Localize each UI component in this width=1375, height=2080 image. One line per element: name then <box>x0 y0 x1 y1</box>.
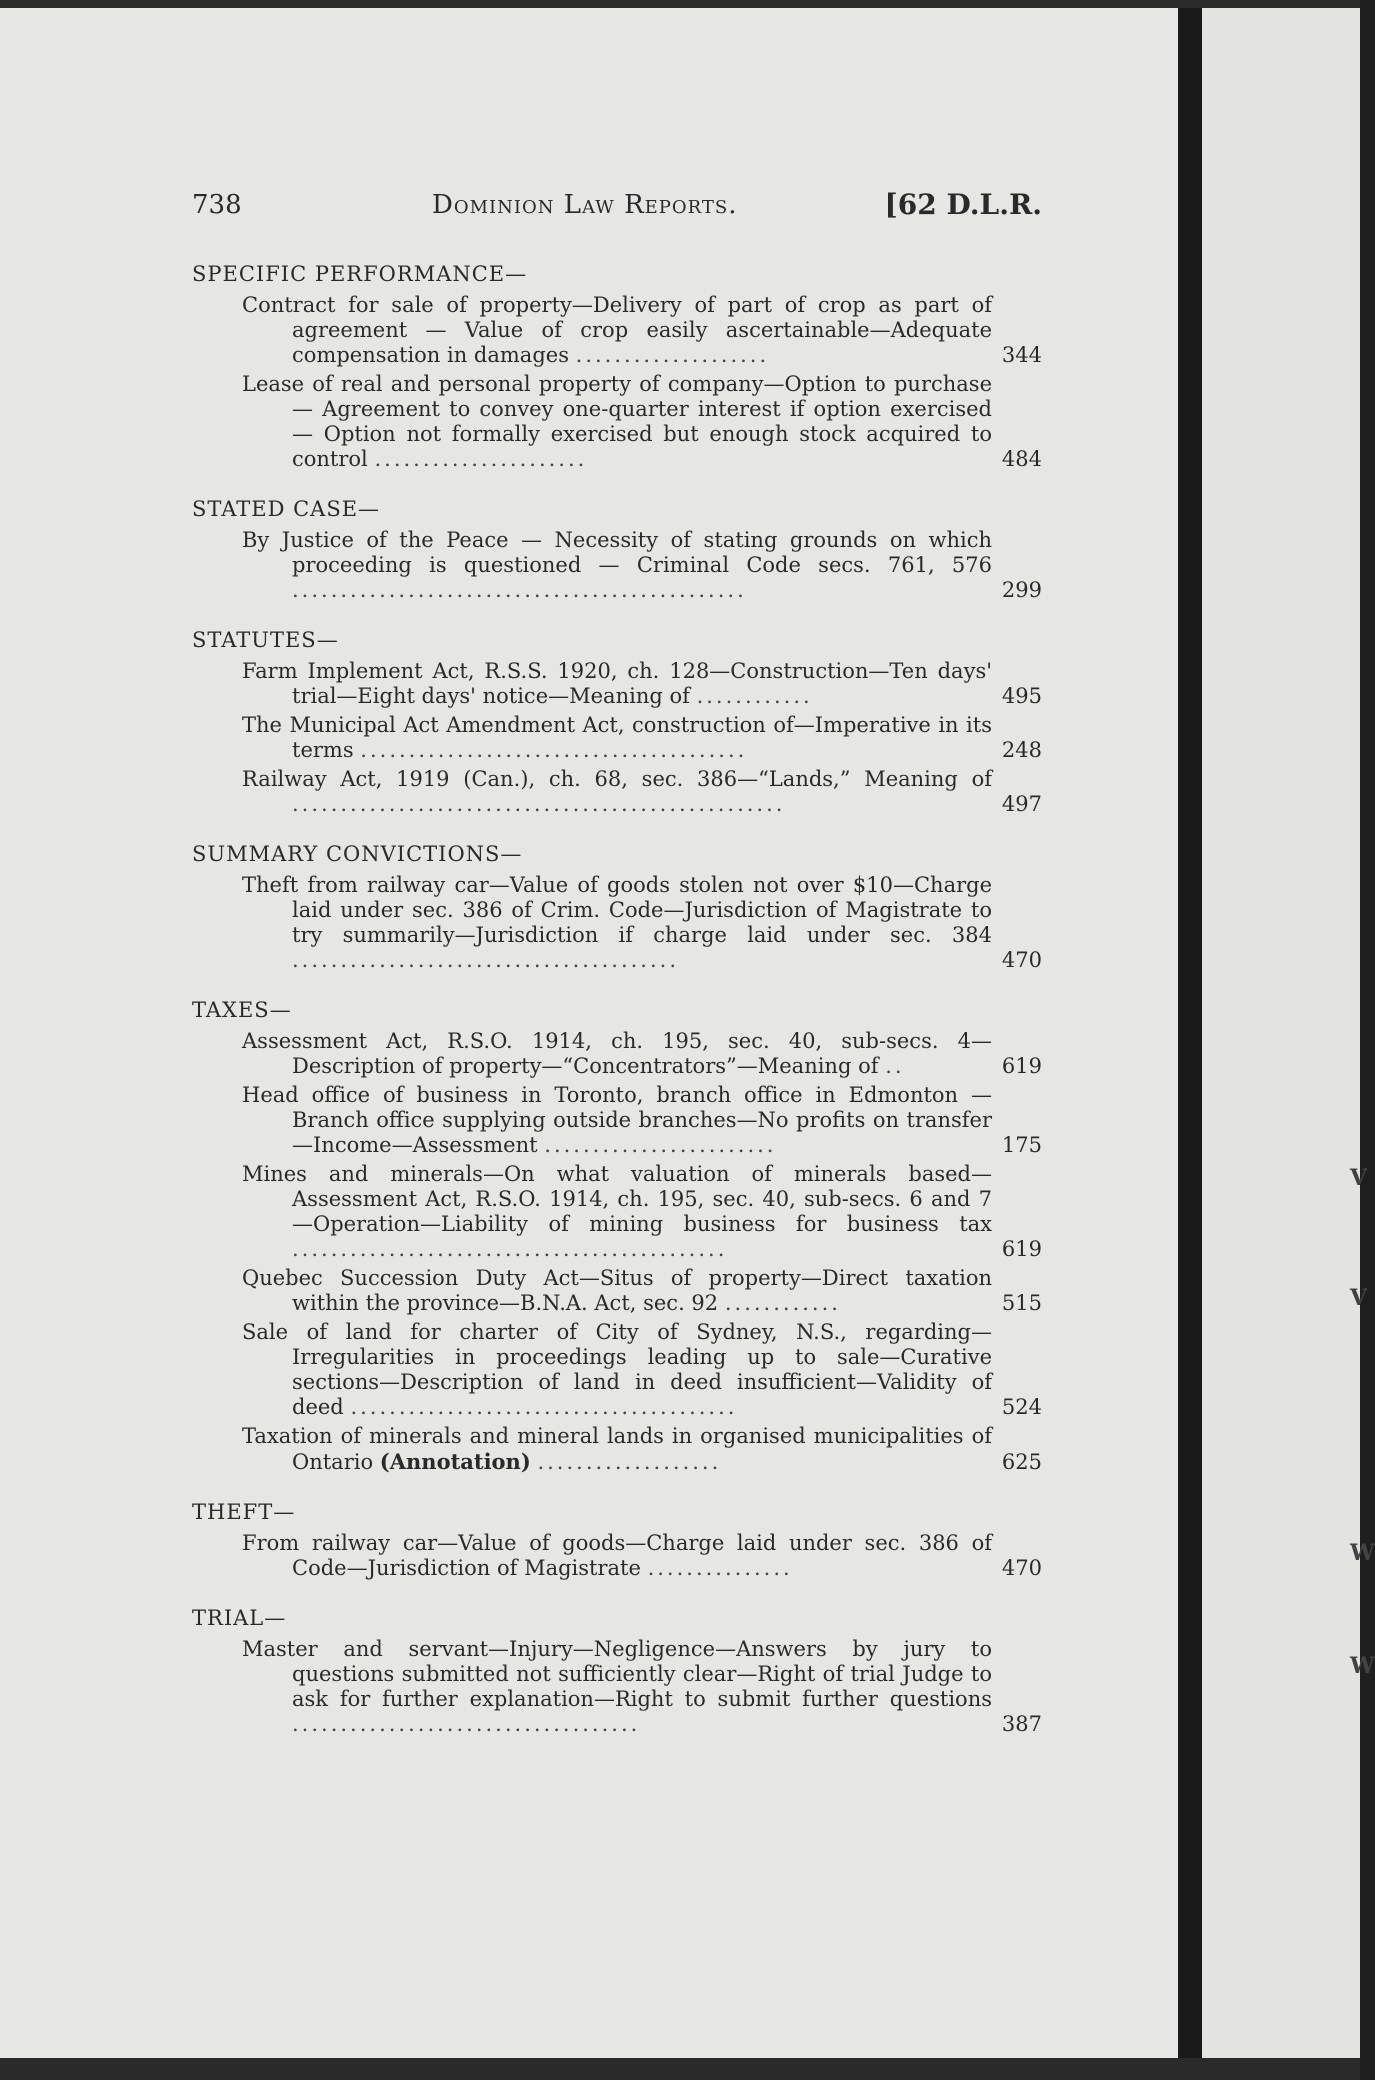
index-section <box>192 262 1042 472</box>
entry-text: Railway Act, 1919 (Can.), ch. 68, sec. 386—“Lands,” Meaning of <box>242 767 992 791</box>
dot-leader: .. <box>885 1054 905 1078</box>
entry-text: Theft from railway car—Value of goods stolen not over $10—Charge laid under sec. 386 of Crim. Code—Jurisdiction of Magistrate to try summarily—Jurisdiction if charge laid under sec. 384 <box>242 873 992 947</box>
dot-leader: ............ <box>724 1291 841 1315</box>
entry-text: By Justice of the Peace — Necessity of stating grounds on which proceeding is questioned — Criminal Code secs. 761, 576 <box>242 528 992 577</box>
index-entry <box>192 528 1042 603</box>
dot-leader: ............... <box>647 1556 793 1580</box>
index-entry <box>192 1531 1042 1581</box>
index-entry <box>192 1029 1042 1079</box>
entry-text: Taxation of minerals and mineral lands in organised municipalities of Ontario <box>242 1424 992 1474</box>
dot-leader: ............................................... <box>292 578 747 602</box>
entry-text: Head office of business in Toronto, branch office in Edmonton —Branch office supplying outside branches—No profits on transfer—Income—Assessment <box>242 1083 992 1157</box>
entry-text: Lease of real and personal property of company—Option to purchase — Agreement to convey one-quarter interest if option exercised — Option not formally exercised but enough stock acquired to control <box>242 372 992 471</box>
volume-label: [62 D.L.R. <box>884 188 1042 221</box>
index-entry <box>192 1637 1042 1737</box>
dot-leader: ........................................ <box>360 738 748 762</box>
dot-leader: ........................................ <box>350 1395 738 1419</box>
index-entry <box>192 713 1042 763</box>
page-reference: 495 <box>1001 684 1042 708</box>
entry-text: Mines and minerals—On what valuation of minerals based—Assessment Act, R.S.O. 1914, ch. 195, sec. 40, sub-secs. 6 and 7—Operation—Liability of mining business for business tax <box>242 1162 992 1236</box>
facing-page-letter: V <box>1350 1165 1368 1191</box>
index-entry <box>192 873 1042 973</box>
index-entry <box>192 1320 1042 1420</box>
page-reference: 619 <box>1001 1237 1042 1261</box>
section-heading: THEFT— <box>192 1500 296 1524</box>
index-entry <box>192 1162 1042 1262</box>
page-number: 738 <box>192 190 242 220</box>
dot-leader: ................... <box>537 1450 722 1474</box>
entry-text: Sale of land for charter of City of Sydney, N.S., regarding—Irregularities in proceedings leading up to sale—Curative sections—Description of land in deed insufficient—Validity of deed <box>242 1320 992 1419</box>
page-reference: 344 <box>1001 343 1042 367</box>
dot-leader: ........................................ <box>292 948 680 972</box>
section-heading: STATUTES— <box>192 628 339 652</box>
page-reference: 387 <box>1001 1712 1042 1736</box>
index-section <box>192 1606 1042 1737</box>
dot-leader: ...................... <box>374 447 588 471</box>
page-reference: 497 <box>1001 792 1042 816</box>
entry-text: Farm Implement Act, R.S.S. 1920, ch. 128—Construction—Ten days' trial—Eight days' notice—Meaning of <box>242 659 992 708</box>
page-reference: 470 <box>1001 948 1042 972</box>
facing-page-letter: W <box>1350 1653 1375 1679</box>
page-reference: 175 <box>1001 1133 1042 1157</box>
dot-leader: ........................ <box>544 1133 777 1157</box>
entry-text: From railway car—Value of goods—Charge laid under sec. 386 of Code—Jurisdiction of Magistrate <box>242 1531 992 1580</box>
entry-text: Assessment Act, R.S.O. 1914, ch. 195, sec. 40, sub-secs. 4—Description of property—“Concentrators”—Meaning of <box>242 1029 992 1078</box>
index-content <box>192 262 1042 1762</box>
running-header <box>192 190 1042 230</box>
index-section <box>192 998 1042 1475</box>
entry-text: The Municipal Act Amendment Act, construction of—Imperative in its terms <box>242 713 992 762</box>
index-section <box>192 1500 1042 1581</box>
entry-text: Master and servant—Injury—Negligence—Answers by jury to questions submitted not sufficiently clear—Right of trial Judge to ask for further explanation—Right to submit further questions <box>242 1637 992 1711</box>
dot-leader: ............ <box>696 684 813 708</box>
section-heading: TRIAL— <box>192 1606 287 1630</box>
index-entry <box>192 293 1042 368</box>
scan-bottom-edge <box>0 2058 1360 2080</box>
page-reference: 299 <box>1001 578 1042 602</box>
section-heading: SPECIFIC PERFORMANCE— <box>192 262 528 286</box>
index-section <box>192 628 1042 817</box>
section-heading: SUMMARY CONVICTIONS— <box>192 842 523 866</box>
index-entry <box>192 1083 1042 1158</box>
entry-text: Contract for sale of property—Delivery of part of crop as part of agreement — Value of crop easily ascertainable—Adequate compensation in damages <box>242 293 992 367</box>
index-entry <box>192 767 1042 817</box>
dot-leader: ................................................... <box>292 792 786 816</box>
dot-leader: .................... <box>575 343 770 367</box>
page-reference: 248 <box>1001 738 1042 762</box>
page-reference: 625 <box>1001 1450 1042 1474</box>
index-entry <box>192 659 1042 709</box>
index-entry <box>192 1424 1042 1475</box>
page-reference: 484 <box>1001 447 1042 471</box>
facing-page-letter: V <box>1350 1285 1368 1311</box>
running-title: Dominion Law Reports. <box>432 190 738 220</box>
dot-leader: ............................................. <box>292 1237 728 1261</box>
facing-page-edge <box>1202 8 1360 2058</box>
annotation-label: (Annotation) <box>379 1449 531 1474</box>
index-entry <box>192 372 1042 472</box>
book-gutter <box>1178 8 1202 2058</box>
index-section <box>192 842 1042 973</box>
index-entry <box>192 1266 1042 1316</box>
section-heading: STATED CASE— <box>192 497 381 521</box>
page-reference: 524 <box>1001 1395 1042 1419</box>
dot-leader: .................................... <box>292 1712 641 1736</box>
entry-text: Quebec Succession Duty Act—Situs of property—Direct taxation within the province—B.N.A. Act, sec. 92 <box>242 1266 992 1315</box>
section-heading: TAXES— <box>192 998 292 1022</box>
facing-page-letter: W <box>1350 1540 1375 1566</box>
page-reference: 515 <box>1001 1291 1042 1315</box>
page-reference: 619 <box>1001 1054 1042 1078</box>
index-section <box>192 497 1042 603</box>
page-reference: 470 <box>1001 1556 1042 1580</box>
